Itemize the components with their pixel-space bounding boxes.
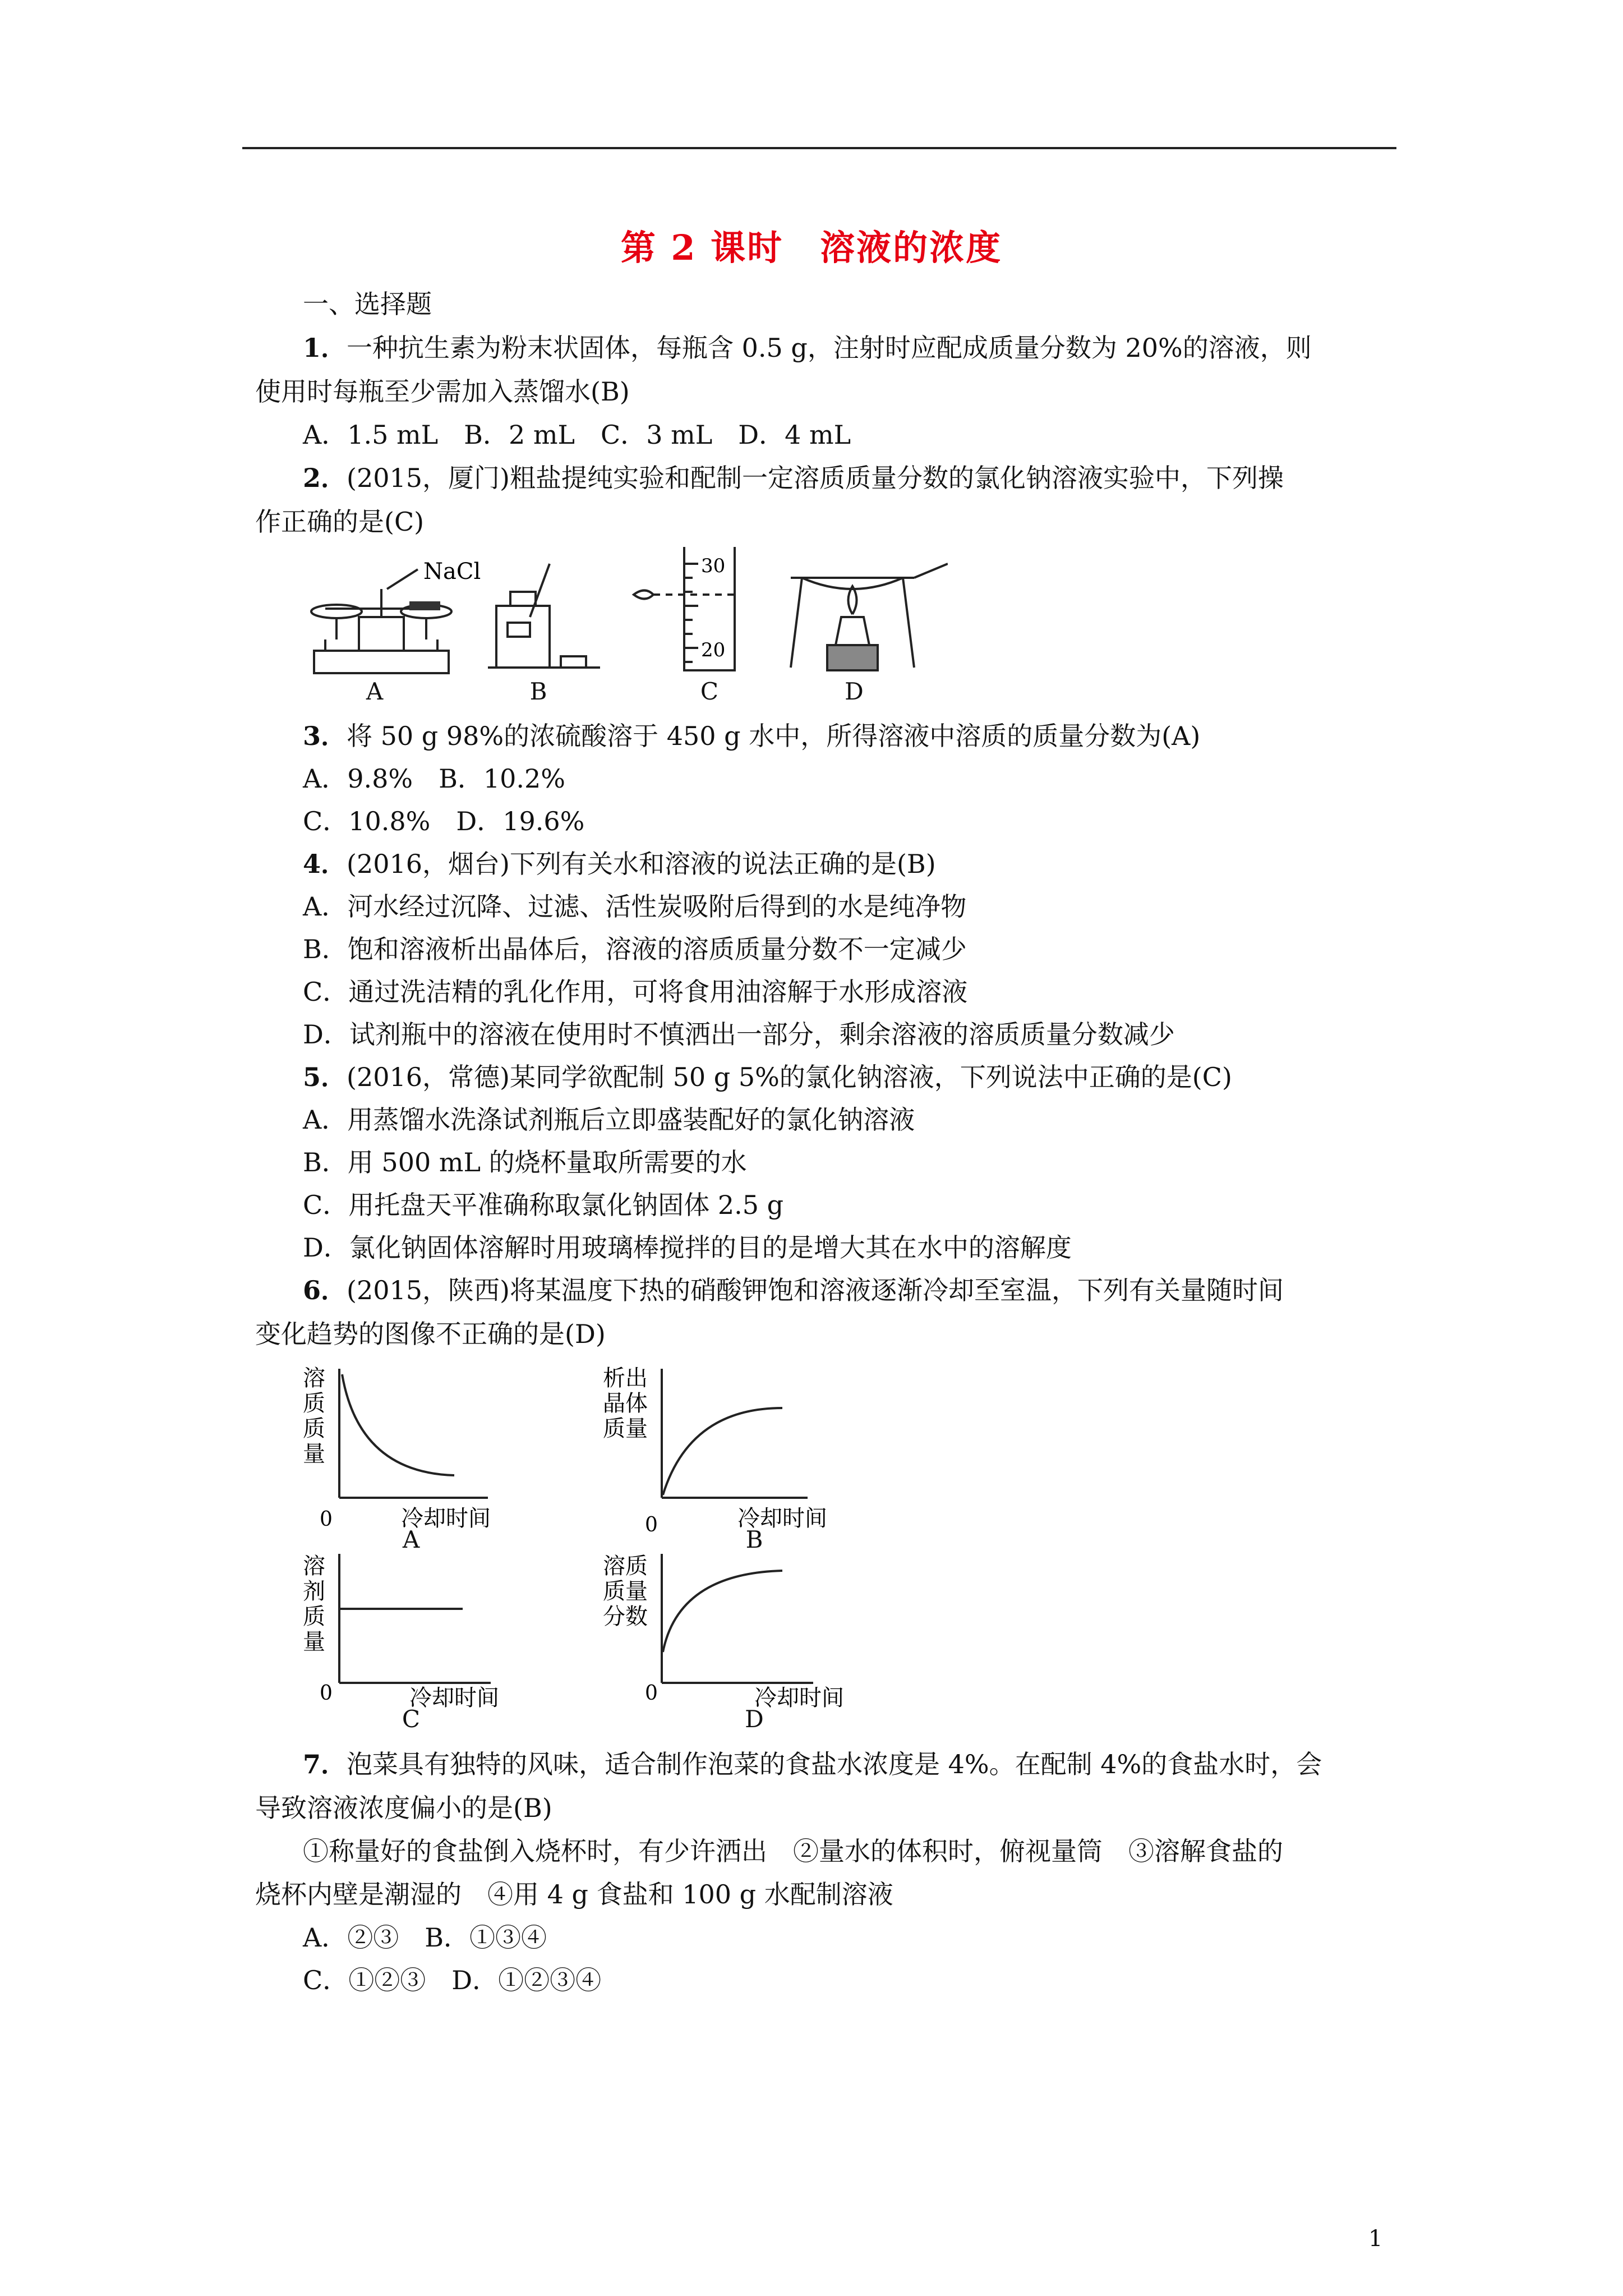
question-4-option-a: A．河水经过沉降、过滤、活性炭吸附后得到的水是纯净物 (303, 891, 967, 922)
page-title: 第 2 课时 溶液的浓度 (620, 227, 1003, 268)
reagent-bottle-figure (488, 561, 600, 673)
question-number: 1． (303, 333, 347, 363)
question-4-option-d: D．试剂瓶中的溶液在使用时不慎洒出一部分，剩余溶液的溶质质量分数减少 (303, 1019, 1175, 1050)
trend-curve (663, 1408, 782, 1495)
section-heading: 一、选择题 (303, 289, 432, 319)
evaporation-figure (780, 561, 948, 679)
figure-caption-a: A (366, 678, 384, 705)
y-label-line: 质量 (603, 1579, 648, 1604)
question-3-options-2: C．10.8% D．19.6% (303, 806, 585, 836)
y-label-char: 溶 (303, 1365, 325, 1391)
burner-base (827, 645, 878, 670)
x-label: 冷却时间 (754, 1685, 844, 1711)
question-text: (2016，常德)某同学欲配制 50 g 5%的氯化钠溶液，下列说法中正确的是(C) (347, 1062, 1232, 1092)
origin-label: 0 (645, 1513, 658, 1536)
question-number: 2． (303, 463, 347, 493)
graph-caption-d: D (745, 1705, 764, 1733)
graph-caption-a: A (402, 1526, 420, 1553)
graph-caption-c: C (402, 1705, 421, 1733)
question-4 (303, 847, 936, 881)
salt-pile (409, 601, 440, 610)
tick-20: 20 (701, 639, 726, 661)
question-7 (303, 1747, 1322, 1781)
trend-curve (342, 1374, 454, 1475)
question-7-statements-cont: 烧杯内壁是潮湿的 ④用 4 g 食盐和 100 g 水配制溶液 (255, 1879, 893, 1910)
y-label-line: 溶质 (603, 1553, 648, 1579)
question-5 (303, 1060, 1232, 1094)
question-5-option-c: C．用托盘天平准确称取氯化钠固体 2.5 g (303, 1190, 784, 1220)
graph-c (297, 1548, 533, 1728)
question-2 (303, 461, 1284, 495)
question-number: 3． (303, 721, 347, 751)
question-2-cont: 作正确的是(C) (255, 507, 425, 537)
page-number: 1 (1368, 2226, 1383, 2252)
question-7-statements: ①称量好的食盐倒入烧杯时，有少许洒出 ②量水的体积时，俯视量筒 ③溶解食盐的 (303, 1836, 1283, 1866)
header-rule (242, 147, 1396, 149)
question-3 (303, 719, 1200, 753)
graduated-cylinder-figure (623, 547, 757, 676)
y-label-line: 质量 (603, 1416, 648, 1442)
question-number: 4． (303, 849, 347, 879)
question-text: (2015，陕西)将某温度下热的硝酸钾饱和溶液逐渐冷却至室温，下列有关量随时间 (347, 1275, 1284, 1305)
question-7-cont: 导致溶液浓度偏小的是(B) (255, 1793, 552, 1823)
origin-label: 0 (645, 1682, 658, 1705)
y-label-line: 析出 (603, 1365, 648, 1391)
question-6 (303, 1273, 1284, 1307)
question-number: 7． (303, 1749, 347, 1779)
y-label-char: 剂 (303, 1579, 325, 1604)
graph-a (297, 1363, 533, 1543)
y-label-line: 分数 (603, 1604, 648, 1630)
question-7-options-1: A．②③ B．①③④ (303, 1922, 547, 1953)
origin-label: 0 (320, 1508, 333, 1531)
figure-caption-d: D (845, 678, 864, 705)
question-4-option-b: B．饱和溶液析出晶体后，溶液的溶质质量分数不一定减少 (303, 934, 967, 964)
y-label-line: 晶体 (603, 1391, 648, 1416)
question-7-options-2: C．①②③ D．①②③④ (303, 1965, 602, 1995)
y-label-char: 质 (303, 1604, 325, 1630)
question-text: 泡菜具有独特的风味，适合制作泡菜的食盐水浓度是 4%。在配制 4%的食盐水时，会 (347, 1749, 1322, 1779)
graph-b (594, 1363, 852, 1543)
question-text: 将 50 g 98%的浓硫酸溶于 450 g 水中，所得溶液中溶质的质量分数为(A) (347, 721, 1201, 751)
question-5-option-a: A．用蒸馏水洗涤试剂瓶后立即盛装配好的氯化钠溶液 (303, 1105, 915, 1135)
x-label: 冷却时间 (409, 1685, 499, 1711)
question-3-options-1: A．9.8% B．10.2% (303, 763, 566, 794)
question-5-option-b: B．用 500 mL 的烧杯量取所需要的水 (303, 1147, 747, 1177)
question-number: 6． (303, 1275, 347, 1305)
x-label: 冷却时间 (737, 1506, 827, 1531)
question-4-option-c: C．通过洗洁精的乳化作用，可将食用油溶解于水形成溶液 (303, 977, 968, 1007)
trend-curve (663, 1571, 782, 1652)
tick-30: 30 (701, 555, 726, 577)
graph-d (594, 1548, 864, 1728)
question-1-cont: 使用时每瓶至少需加入蒸馏水(B) (255, 376, 630, 407)
question-1-options: A．1.5 mL B．2 mL C．3 mL D．4 mL (303, 420, 851, 450)
y-label-char: 量 (303, 1441, 325, 1467)
question-text: 一种抗生素为粉末状固体，每瓶含 0.5 g，注射时应配成质量分数为 20%的溶液，则 (347, 333, 1312, 363)
x-label: 冷却时间 (401, 1506, 491, 1531)
question-text: (2015，厦门)粗盐提纯实验和配制一定溶质质量分数的氯化钠溶液实验中，下列操 (347, 463, 1284, 493)
figure-caption-b: B (529, 678, 547, 705)
question-text: (2016，烟台)下列有关水和溶液的说法正确的是(B) (347, 849, 936, 879)
question-1 (303, 331, 1312, 365)
graph-caption-b: B (745, 1526, 763, 1553)
y-label-char: 量 (303, 1629, 325, 1655)
y-label-char: 溶 (303, 1553, 325, 1579)
question-5-option-d: D．氯化钠固体溶解时用玻璃棒搅拌的目的是增大其在水中的溶解度 (303, 1232, 1072, 1263)
question-6-cont: 变化趋势的图像不正确的是(D) (255, 1319, 606, 1349)
question-number: 5． (303, 1062, 347, 1092)
y-label-char: 质 (303, 1391, 325, 1416)
origin-label: 0 (320, 1682, 333, 1705)
y-label-char: 质 (303, 1416, 325, 1442)
figure-caption-c: C (700, 678, 719, 705)
nacl-label: NaCl (423, 559, 481, 585)
